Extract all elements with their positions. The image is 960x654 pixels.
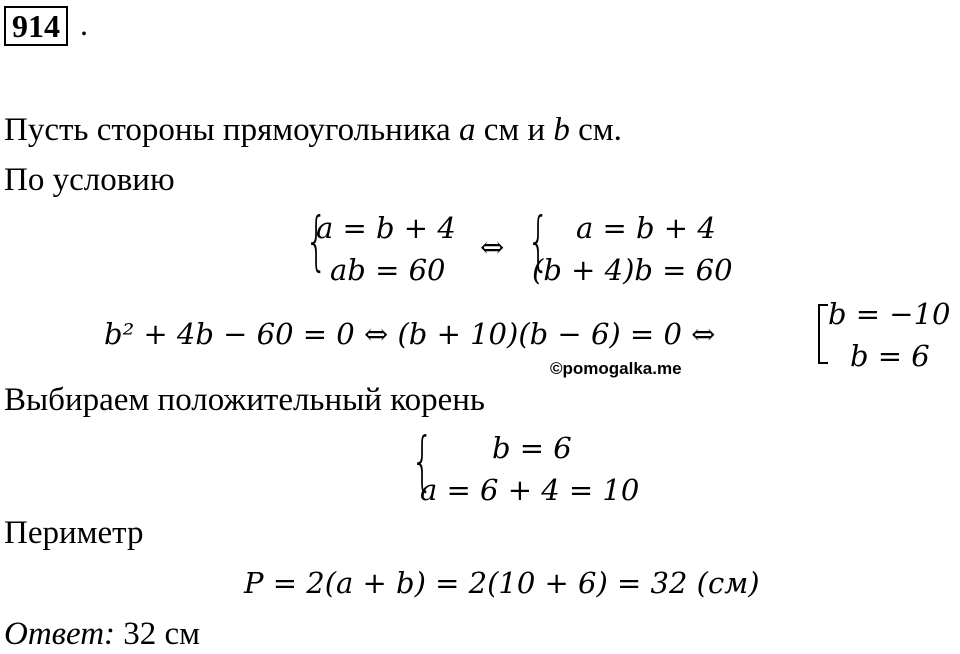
problem-number: 914 — [4, 6, 68, 46]
problem-number-dot: . — [80, 6, 88, 42]
system2-row1: b = 6 — [492, 431, 572, 465]
var-b: b — [553, 112, 570, 148]
system1-right-row1: a = b + 4 — [576, 211, 716, 245]
var-a: a — [458, 112, 476, 148]
condition-label: По условию — [4, 162, 175, 198]
root-row1: b = −10 — [828, 297, 951, 331]
quadratic-equation: b² + 4b − 60 = 0 ⇔ (b + 10)(b − 6) = 0 ⇔ — [104, 317, 716, 351]
answer-line — [4, 614, 200, 654]
system2-row2: a = 6 + 4 = 10 — [420, 473, 640, 507]
perimeter-formula: P = 2(a + b) = 2(10 + 6) = 32 (см) — [244, 566, 760, 600]
intro-text-3: см. — [569, 112, 622, 148]
system1-left-brace: { — [305, 205, 328, 279]
answer-label: Ответ: — [4, 616, 116, 652]
answer-value: 32 см — [115, 616, 201, 652]
intro-text-1: Пусть стороны прямоугольника — [4, 112, 459, 148]
system1-equiv-sign: ⇔ — [480, 230, 505, 264]
intro-text-2: см и — [475, 112, 554, 148]
perimeter-label: Периметр — [4, 515, 144, 551]
system1-left-row2: ab = 60 — [330, 253, 446, 287]
system2-brace: { — [411, 425, 434, 499]
watermark: ©pomogalka.me — [550, 359, 682, 378]
system1-right-brace: { — [527, 205, 550, 279]
system1-right-row2: (b + 4)b = 60 — [532, 253, 733, 287]
system1-left-row1: a = b + 4 — [316, 211, 456, 245]
root-row2: b = 6 — [850, 339, 930, 373]
positive-root-text: Выбираем положительный корень — [4, 382, 485, 418]
intro-line — [4, 110, 622, 150]
